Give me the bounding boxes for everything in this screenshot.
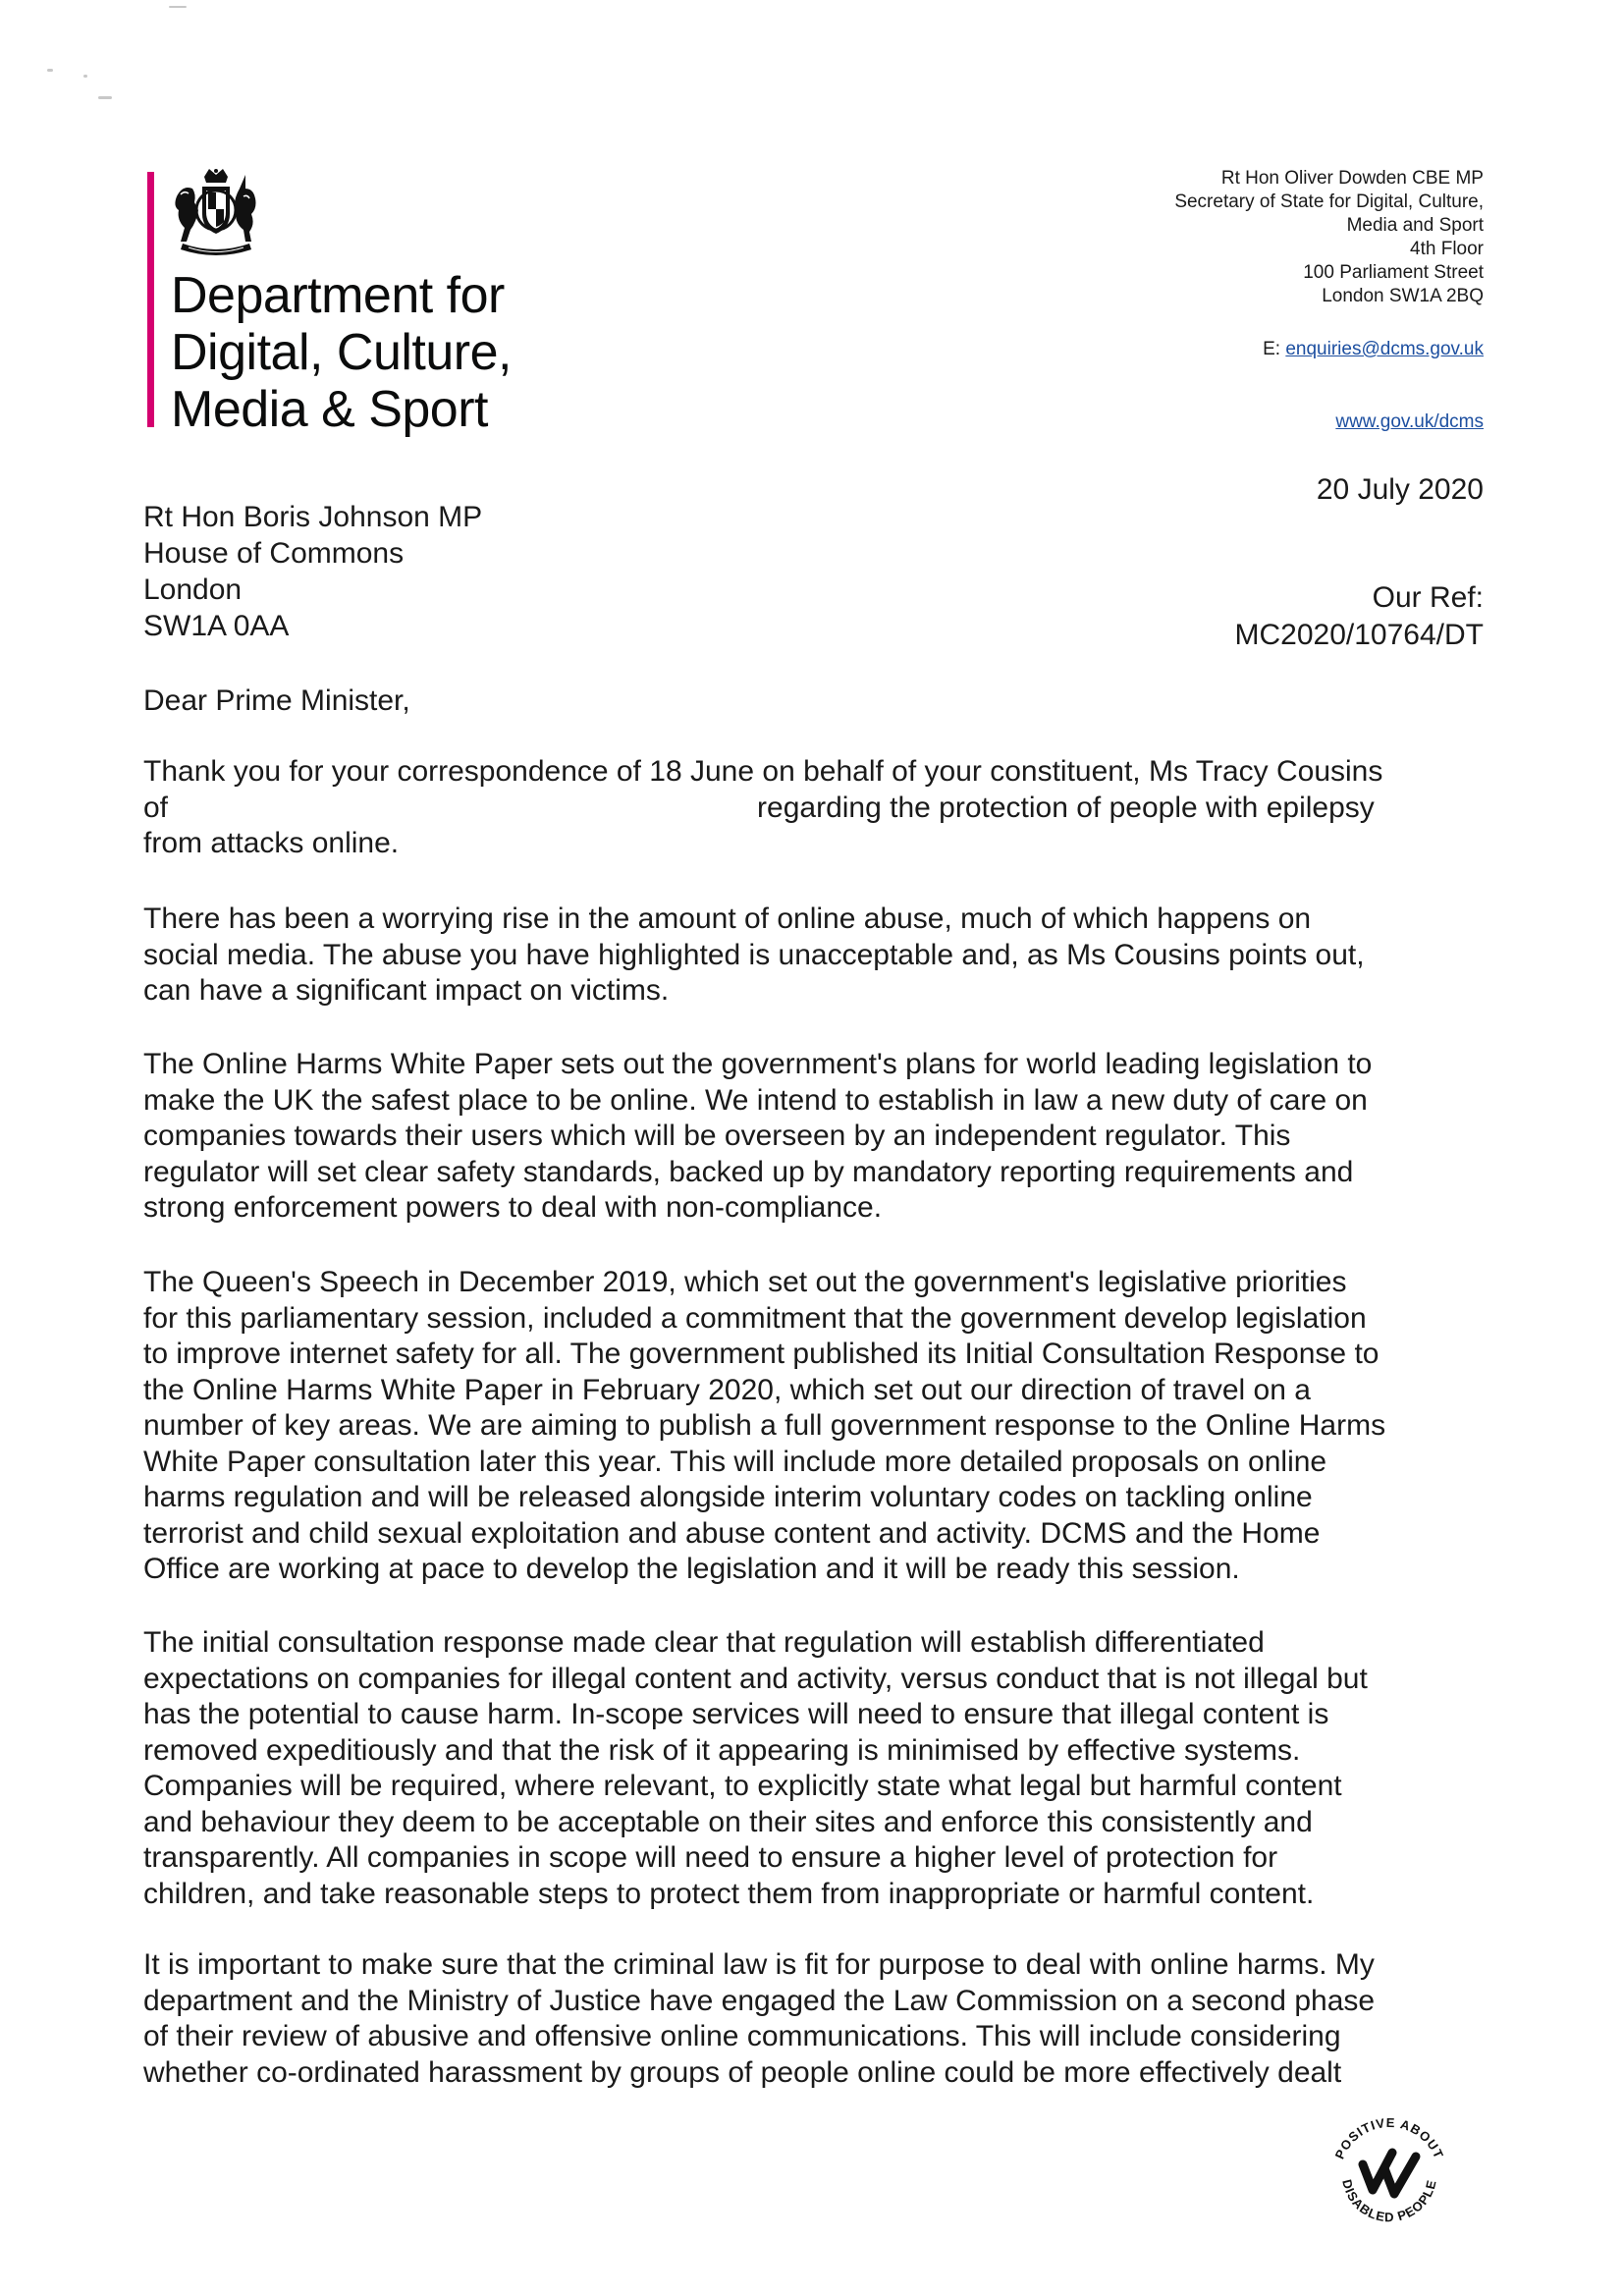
recipient-postcode: SW1A 0AA [143, 610, 290, 642]
paragraph-line: for this parliamentary session, included a commitment that the government develop legislation [143, 1301, 1367, 1335]
paragraph-line: can have a significant impact on victims. [143, 974, 670, 1007]
reference-block [1235, 579, 1484, 654]
body-paragraph [143, 1047, 1488, 1227]
body-paragraph [143, 1947, 1488, 2091]
paragraph-line: and behaviour they deem to be acceptable on their sites and enforce this consistently and [143, 1805, 1313, 1838]
recipient-line: House of Commons [143, 537, 405, 570]
paragraph-line: removed expeditiously and that the risk of it appearing is minimised by effective systems. [143, 1733, 1301, 1767]
scan-speck [98, 96, 112, 99]
paragraph-line: It is important to make sure that the criminal law is fit for purpose to deal with online harms. My [143, 1948, 1375, 1981]
paragraph-line: Companies will be required, where relevant, to explicitly state what legal but harmful content [143, 1770, 1342, 1802]
paragraph-line: transparently. All companies in scope will need to ensure a higher level of protection for [143, 1841, 1278, 1874]
department-name-line: Media & Sport [171, 381, 488, 438]
recipient-address [143, 499, 482, 644]
paragraph-line: White Paper consultation later this year. This will include more detailed proposals on online [143, 1445, 1327, 1478]
sender-street: 100 Parliament Street [1303, 262, 1484, 283]
paragraph-line: regulator will set clear safety standards, backed up by mandatory reporting requirements and [143, 1155, 1354, 1188]
letter-date: 20 July 2020 [1316, 473, 1484, 506]
svg-text:DISABLED PEOPLE: DISABLED PEOPLE [1339, 2177, 1439, 2225]
paragraph-line: There has been a worrying rise in the amount of online abuse, much of which happens on [143, 902, 1312, 935]
disability-confident-badge-icon [1316, 2100, 1463, 2247]
department-name [171, 267, 512, 438]
paragraph-line: of their review of abusive and offensive online communications. This will include considering [143, 2020, 1341, 2052]
body-paragraph [143, 902, 1488, 1010]
paragraph-line: whether co-ordinated harassment by groups of people online could be more effectively dealt [143, 2055, 1342, 2089]
sender-name: Rt Hon Oliver Dowden CBE MP [1220, 168, 1484, 189]
paragraph-line [143, 791, 1488, 827]
reference-label: Our Ref: [1372, 581, 1484, 614]
body-paragraph [143, 1625, 1488, 1912]
recipient-line: London [143, 574, 243, 606]
scan-speck [47, 69, 53, 72]
body-paragraph [143, 1265, 1488, 1588]
paragraph-line: social media. The abuse you have highlighted is unacceptable and, as Ms Cousins points out, [143, 938, 1365, 971]
paragraph-line: terrorist and child sexual exploitation and abuse content and activity. DCMS and the Home [143, 1516, 1321, 1550]
paragraph-line: number of key areas. We are aiming to publish a full government response to the Online Harms [143, 1409, 1386, 1442]
website-link[interactable]: www.gov.uk/dcms [1335, 411, 1484, 432]
sender-address [1174, 167, 1484, 308]
paragraph-line: The initial consultation response made clear that regulation will establish differentiated [143, 1626, 1265, 1659]
email-label: E: [1263, 339, 1281, 359]
royal-coat-of-arms-icon [167, 167, 265, 257]
paragraph-line-text: regarding the protection of people with epilepsy [757, 791, 1375, 824]
paragraph-line: make the UK the safest place to be online. We intend to establish in law a new duty of care on [143, 1083, 1368, 1117]
reference-value: MC2020/10764/DT [1234, 619, 1484, 651]
sender-floor: 4th Floor [1410, 239, 1484, 259]
paragraph-line: The Queen's Speech in December 2019, which set out the government's legislative priorities [143, 1266, 1347, 1298]
paragraph-line: children, and take reasonable steps to protect them from inappropriate or harmful content. [143, 1877, 1315, 1910]
department-name-line: Department for [171, 267, 505, 324]
paragraph-line: department and the Ministry of Justice have engaged the Law Commission on a second phase [143, 1984, 1376, 2017]
paragraph-line: The Online Harms White Paper sets out the government's plans for world leading legislation to [143, 1048, 1373, 1080]
paragraph-line: from attacks online. [143, 827, 400, 859]
email-link[interactable]: enquiries@dcms.gov.uk [1285, 339, 1484, 359]
paragraph-line-prefix: of [143, 791, 169, 824]
paragraph-line: to improve internet safety for all. The government published its Initial Consultation Response to [143, 1338, 1380, 1370]
paragraph-line: has the potential to cause harm. In-scope services will need to ensure that illegal content is [143, 1698, 1329, 1730]
paragraph-line: harms regulation and will be released alongside interim voluntary codes on tackling online [143, 1481, 1313, 1513]
paragraph-line: strong enforcement powers to deal with non-compliance. [143, 1191, 883, 1224]
department-name-line: Digital, Culture, [171, 324, 512, 381]
sender-city-postcode: London SW1A 2BQ [1322, 286, 1484, 306]
paragraph-line: the Online Harms White Paper in February 2020, which set out our direction of travel on a [143, 1373, 1311, 1406]
contact-email [1263, 339, 1484, 360]
sender-title-cont: Media and Sport [1346, 215, 1484, 236]
paragraph-line: expectations on companies for illegal content and activity, versus conduct that is not illegal but [143, 1662, 1368, 1695]
paragraph-line: Thank you for your correspondence of 18 June on behalf of your constituent, Ms Tracy Cousins [143, 755, 1383, 788]
salutation: Dear Prime Minister, [143, 684, 410, 717]
svg-text:POSITIVE ABOUT: POSITIVE ABOUT [1331, 2114, 1447, 2161]
sender-title: Secretary of State for Digital, Culture, [1174, 191, 1484, 212]
paragraph-line: Office are working at pace to develop the legislation and it will be ready this session. [143, 1553, 1240, 1585]
paragraph-line: companies towards their users which will be overseen by an independent regulator. This [143, 1120, 1291, 1152]
recipient-name: Rt Hon Boris Johnson MP [143, 501, 483, 533]
scan-speck [83, 75, 87, 78]
department-brand-bar [147, 172, 154, 427]
body-paragraph [143, 754, 1488, 862]
scan-speck [169, 6, 187, 8]
